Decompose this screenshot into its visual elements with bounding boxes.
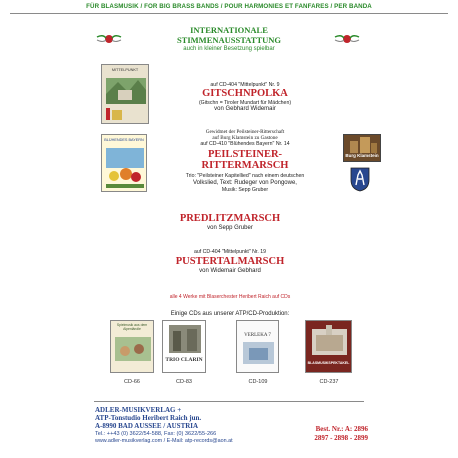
cover-title: BLÜHENDES BAYERN (104, 138, 144, 142)
header-title-line1: INTERNATIONALE (190, 25, 268, 35)
cover-illustration (111, 331, 154, 373)
order-numbers: 2897 - 2898 - 2899 (314, 434, 368, 442)
work2-title-line2: RITTERMARSCH (201, 160, 289, 171)
header-title-line2: STIMMENAUSSTATTUNG (176, 35, 282, 45)
work3-composer: von Sepp Gruber (207, 225, 253, 231)
cover-landscape-image (102, 72, 149, 124)
cd-label-109: CD-109 (248, 379, 268, 385)
work2-pre-line3: auf CD-410 "Blühendes Bayern" Nr. 14 (200, 141, 290, 147)
work1-title: GITSCHNPOLKA (202, 88, 288, 99)
work1-note: (Gitschn = Tiroler Mundart für Mädchen) (198, 100, 292, 106)
cd-cover-83 (162, 320, 206, 373)
footer-divider (94, 401, 364, 402)
top-banner-text: FÜR BLASMUSIK / FOR BIG BRASS BANDS / POUR HARMONIES ET FANFARES / PER BANDA (86, 3, 372, 10)
cd-cover-237 (305, 320, 352, 373)
studio-name: ATP-Tonstudio Heribert Raich jun. (95, 414, 202, 422)
cover-title: Spielmusik aus dem Alpenländle (116, 323, 148, 331)
burg-klamstein-logo (343, 134, 381, 162)
cover-illustration (237, 338, 279, 368)
top-divider (10, 13, 448, 14)
cover-title: MITTELPUNKT (111, 68, 139, 72)
work2-title-line1: PEILSTEINER- (207, 149, 283, 160)
work4-pre: auf CD-404 "Mittelpunkt" Nr. 19 (193, 249, 267, 255)
cd-label-237: CD-237 (319, 379, 339, 385)
work1-pre: auf CD-404 "Mittelpunkt" Nr. 9 (210, 82, 280, 88)
cd-cover-66 (110, 320, 154, 373)
work3-title: PREDLITZMARSCH (179, 213, 281, 224)
castle-icon (344, 135, 380, 153)
publisher-name: ADLER-MUSIKVERLAG + (95, 406, 182, 414)
work4-title: PUSTERTALMARSCH (175, 256, 285, 267)
cds-intro-text: Einige CDs aus unserer ATP/CD-Produktion: (170, 311, 290, 317)
publisher-web-email[interactable]: www.adler-musikverlag.com / E-Mail: atp-records@aon.at (95, 438, 233, 444)
cover-title: VERLEKA 7 (244, 333, 271, 338)
work2-trio-line1: Trio: "Peilsteiner Kapitellied" nach einem deutschen (185, 173, 305, 179)
work4-composer: von Widemair Gebhard (199, 268, 261, 274)
work2-trio-line2: Volkslied, Text: Rudeger von Pongowe, (193, 180, 297, 186)
cover-title: BLASMUSIKSPEKTAKEL (307, 361, 350, 365)
coat-of-arms-icon (350, 167, 370, 192)
cover-title: TRIO CLARIN (165, 357, 203, 363)
cover-illustration (306, 321, 352, 361)
publisher-address: A-8990 BAD AUSSEE / AUSTRIA (95, 422, 199, 430)
publisher-phone: Tel.: ++43 (0) 3622/54-588, Fax: (0) 3622/55-266 (95, 431, 217, 437)
cd-label-66: CD-66 (124, 379, 140, 385)
work2-pre-line2: auf Burg Klamstein zu Gastone (212, 135, 278, 141)
cd-cover-mittelpunkt (101, 64, 149, 124)
cd-cover-bluehendes-bayern (101, 134, 147, 192)
logo-text: Burg Klamstein (345, 153, 379, 158)
work2-trio-line3: Musik: Sepp Gruber (221, 187, 269, 193)
order-number-label: Best. Nr.: A: 2896 (315, 425, 368, 433)
cd-label-83: CD-83 (176, 379, 192, 385)
cover-illustration (163, 321, 206, 357)
cover-flowers-image (102, 142, 147, 192)
header-subtitle: auch in kleiner Besetzung spielbar (183, 46, 275, 52)
cd-cover-109 (236, 320, 279, 373)
arrangement-note: alle 4 Werke mit Blaserchester Heribert Raich auf CDs (169, 294, 291, 300)
work1-composer: von Gebhard Widemair (214, 106, 276, 112)
work2-pre-line1: Gewidmet der Peilsteiner-Ritterschaft (205, 129, 285, 135)
